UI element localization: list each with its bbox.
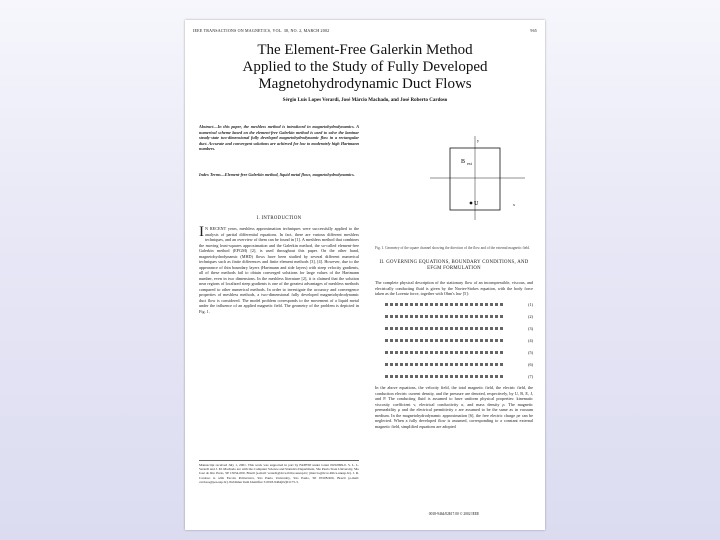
- equation-number: (5): [528, 349, 533, 355]
- section2-text: The complete physical description of the stationary flow of an incompressible, viscous, and electrically conducting fluid is given by the Navier-Stokes equation, with the body force taken as the Lorentz force, together with Ohm's law [5]:: [375, 280, 533, 296]
- title-line: Applied to the Study of Fully Developed: [242, 59, 488, 75]
- equation-number: (3): [528, 325, 533, 331]
- equation: [385, 298, 533, 310]
- introduction-body: N RECENT years, meshless approximation techniques were successfully applied to the analysis of partial differential equations. In fact, there are various different meshless techniques, and an overview of them can be found in [1]. A meshless method that combines the moving least-squares approximation and the Galerkin method, the so-called element-free Galerkin method (EFGM) [2], is used throughout this paper. On the other hand, magnetohydrodynamic (MHD) flows have been studied by several different numerical techniques such as finite differences and finite element methods [3], [4]. However, due to the appearance of thin boundary layers (Hartmann and side layers) with steep velocity gradients, all of these methods fail to obtain converged solutions for large values of the Hartmann number, even in two dimensions. In the meshless literature [2], it is claimed that the solution near regions of localized steep gradients is one of the greatest advantages of meshless methods compared to other numerical methods. In order to investigate the accuracy and convergence properties of meshless methods, a two-dimensional fully developed magnetohydrodynamic duct flow is considered. The model problem corresponds to the movement of a liquid metal under the influence of an applied magnetic field. The geometry of the problem is depicted in Fig. 1.: [199, 226, 359, 314]
- paper-title: [195, 42, 535, 93]
- equation-number: (4): [528, 337, 533, 343]
- paper-page: [185, 20, 545, 530]
- equation: [385, 370, 533, 382]
- figure-caption: Fig. 1. Geometry of the square channel showing the direction of the flow and of the external magnetic field.: [375, 246, 530, 250]
- flow-direction-dot: [470, 202, 473, 205]
- equation-number: (7): [528, 373, 533, 379]
- equation: [385, 322, 533, 334]
- equation: [385, 358, 533, 370]
- equation-block: [385, 298, 533, 382]
- index-terms: Index Terms—Element-free Galerkin method, liquid metal flows, magnetohydrodynamics.: [199, 172, 355, 177]
- b-field-label: B: [461, 159, 466, 165]
- footnote: Manuscript received July 1, 2001. This work was supported in part by FAPESP under Grant 00/02999-0. S. L. L. Verardi and J. M. Machado are with the Computer Science and Statistics Department, São Paulo State University, São José do Rio Preto, SP 15054-000, Brazil (e-mail: verardi@dcce.ibilce.unesp.br; jmarcio@dcce.ibilce.unesp.br). J. R. Cardoso is with Escola Politécnica, São Paulo University, São Paulo, SP 05508-900, Brazil (e-mail: cardoso@pea.usp.br). Publisher Item Identifier S 0018-9464(02)01175-3.: [199, 460, 359, 484]
- title-line: The Element-Free Galerkin Method: [257, 42, 473, 58]
- issn-line: 0018-9464/02$17.00 © 2002 IEEE: [428, 512, 480, 516]
- title-line: Magnetohydrodynamic Duct Flows: [258, 76, 472, 92]
- equation-number: (1): [528, 301, 533, 307]
- flow-velocity-label: U: [474, 201, 479, 207]
- equation-number: (2): [528, 313, 533, 319]
- introduction-text: [199, 226, 359, 314]
- section-heading: II. GOVERNING EQUATIONS, BOUNDARY CONDITIONS, AND EFGM FORMULATION: [379, 260, 529, 271]
- journal-header: IEEE TRANSACTIONS ON MAGNETICS, VOL. 38, NO. 2, MARCH 2002: [193, 28, 330, 33]
- duct-geometry-diagram: [375, 128, 533, 228]
- equation: [385, 310, 533, 322]
- equation-number: (6): [528, 361, 533, 367]
- section2-text-continued: In the above equations, the velocity field, the total magnetic field, the electric field, the conduction electric current density, and the pressure are denoted, respectively, by U, B, E, J, and P. The conducting fluid is assumed to have uniform physical properties: kinematic viscosity coefficient ν, electrical conductivity σ, and mass density ρ. The magnetic permeability μ and the electrical permittivity ε are assumed to be the same as in vacuum medium. In the magnetohydrodynamic approximation [6], the free electric charge ρe can be neglected. When a fully developed flow is assumed, corresponding to a constant external magnetic field, simplified equations are adopted: [375, 385, 533, 429]
- b-field-subscript: ext: [467, 161, 472, 166]
- y-axis-label: y: [477, 138, 479, 143]
- figure-1: [375, 128, 533, 228]
- authors: Sérgio Luís Lopes Verardi, José Márcio Machado, and José Roberto Cardoso: [282, 98, 448, 103]
- running-header: [193, 28, 537, 33]
- x-axis-label: x: [513, 202, 515, 207]
- section-heading: I. INTRODUCTION: [256, 216, 302, 221]
- page-number: 965: [530, 28, 537, 33]
- drop-cap: I: [199, 224, 204, 240]
- abstract: Abstract—In this paper, the meshless method is introduced in magnetohydrodynamics. A numerical scheme based on the element-free Galerkin method is used to solve the laminar steady-state two-dimensional fully developed magnetohydrodynamic flow in a rectangular duct. Accurate and convergent solutions are achieved for low to moderately high Hartmann numbers.: [199, 124, 359, 151]
- equation: [385, 346, 533, 358]
- equation: [385, 334, 533, 346]
